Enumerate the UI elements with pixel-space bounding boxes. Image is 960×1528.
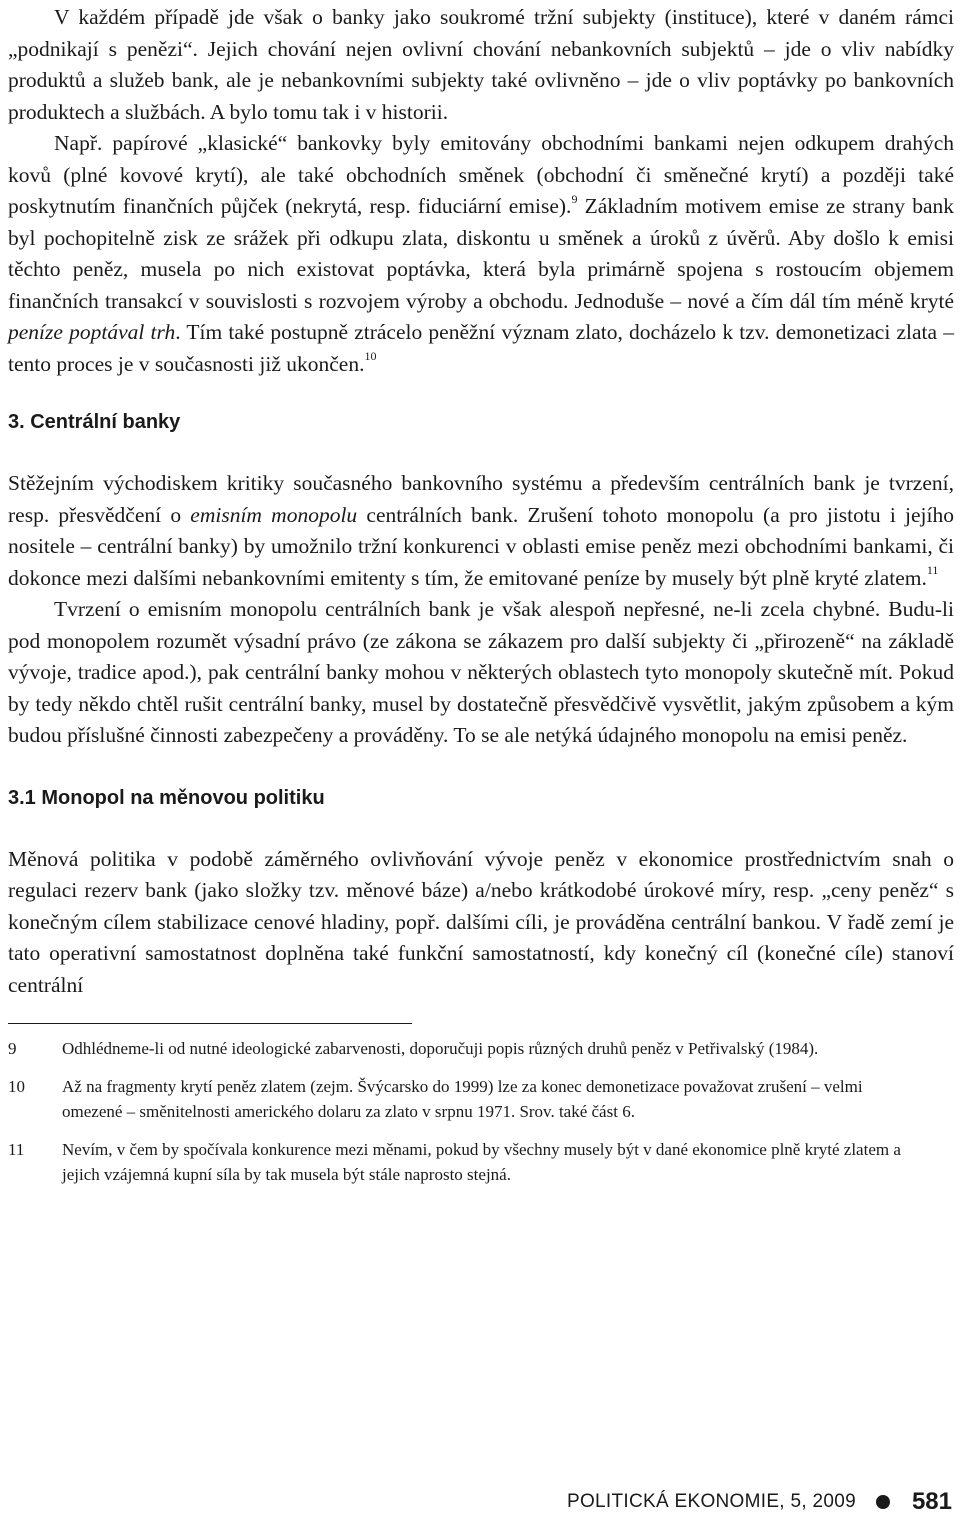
paragraph: [8, 468, 954, 594]
section-intro: [8, 0, 954, 380]
paragraph: [8, 2, 954, 128]
page-number: 581: [911, 1488, 952, 1515]
footnote: [8, 1074, 954, 1125]
paragraph: [8, 128, 954, 380]
footnotes: [8, 1036, 954, 1188]
paragraph-text: Stěžejním východiskem kritiky současného bankovního systému a především centrálních bank je tvrzení, resp. přesvědčení o: [8, 471, 954, 527]
bullet-dot-icon: [876, 1495, 890, 1509]
footnote-ref[interactable]: 10: [364, 349, 377, 364]
footnote-text: Až na fragmenty krytí peněz zlatem (zejm. Švýcarsko do 1999) lze za konec demonetizace považovat zrušení – velmi omezené – směnitelnosti amerického dolaru za zlato v srpnu 1971. Srov. také část 6.: [62, 1076, 863, 1121]
footnote-number: 9: [8, 1039, 17, 1058]
paragraph: [8, 844, 954, 1002]
paragraph-text: Např. papírové „klasické“ bankovky byly emitovány obchodními bankami nejen odkupem drahých kovů (plné kovové krytí), ale také obchodních směnek (obchodní či směnečné krytí) a později také poskytnutím finančních půjček (nekrytá, resp. fiduciární emise).: [8, 131, 954, 218]
paragraph-text: . Tím také postupně ztrácelo peněžní význam zlato, docházelo k tzv. demonetizaci zlata – tento proces je v současnosti již ukončen.: [8, 320, 954, 376]
subsection-heading: 3.1 Monopol na měnovou politiku: [8, 786, 325, 809]
footnote-ref[interactable]: 9: [571, 191, 578, 206]
journal-name: POLITICKÁ EKONOMIE, 5, 2009: [566, 1491, 856, 1512]
footnote-number: 11: [8, 1139, 25, 1159]
emphasis-text: peníze poptával trh: [8, 320, 176, 344]
body-text: [8, 0, 954, 1001]
emphasis-text: emisním monopolu: [190, 502, 358, 527]
paragraph-text: V každém případě jde však o banky jako soukromé tržní subjekty (instituce), které v daném rámci „podnikají s penězi“. Jejich chování nejen ovlivní chování nebankovních subjektů – jde o vliv nabídky produktů a služeb bank, ale je nebankovními subjekty také ovlivněno – jde o vliv poptávky po bankovních produktech a službách. A bylo tomu tak i v historii.: [8, 5, 954, 124]
footnote-text: Nevím, v čem by spočívala konkurence mezi měnami, pokud by všechny musely být v dané ekonomice plně kryté zlatem a jejich vzájemná kupní síla by tak musela být stále naprosto stejná.: [62, 1139, 901, 1184]
paragraph-text: centrálních bank. Zrušení tohoto monopolu (a pro jistotu i jejího nositele – centrální banky) by umožnilo tržní konkurenci v oblasti emise peněz mezi obchodními bankami, či dokonce mezi dalšími nebankovními emitenty s tím, že emitované peníze by musely být plně kryté zlatem.: [8, 502, 954, 590]
footnote: [8, 1137, 954, 1188]
section-heading: 3. Centrální banky: [8, 411, 181, 433]
page-footer: [0, 1488, 960, 1516]
footnote: [8, 1036, 954, 1062]
footnote-text: Odhlédneme-li od nutné ideologické zabarvenosti, doporučuji popis různých druhů peněz v Petřivalský (1984).: [62, 1039, 819, 1058]
footnote-number: 10: [8, 1076, 25, 1096]
paragraph-text: Tvrzení o emisním monopolu centrálních bank je však alespoň nepřesné, ne-li zcela chybné. Budu-li pod monopolem rozumět výsadní právo (ze zákona se zákazem pro další subjekty či „přirozeně“ na základě vývoje, tradice apod.), pak centrální banky mohou v některých oblastech tyto monopoly skutečně mít. Pokud by tedy někdo chtěl rušit centrální banky, musel by dostatečně přesvědčivě vysvětlit, jakým způsobem a kým budou příslušné činnosti zabezpečeny a prováděny. To se ale netýká údajného monopolu na emisi peněz.: [8, 597, 954, 747]
paragraph-text: Základním motivem emise ze strany bank byl pochopitelně zisk ze srážek při odkupu zlata, diskontu u směnek a úroků z úvěrů. Aby došlo k emisi těchto peněz, musela po nich existovat poptávka, která byla primárně spojena s rostoucím objemem finančních transakcí v souvislosti s rozvojem výroby a obchodu. Jednoduše – nové a čím dál tím méně kryté: [8, 194, 954, 313]
footnote-ref[interactable]: 11: [926, 563, 939, 578]
paragraph: [8, 594, 954, 752]
footnote-separator: [8, 1023, 412, 1024]
paragraph-text: Měnová politika v podobě záměrného ovlivňování vývoje peněz v ekonomice prostřednictvím snah o regulaci rezerv bank (jako složky tzv. měnové báze) a/nebo krátkodobé úrokové míry, resp. „ceny peněz“ s konečným cílem stabilizace cenové hladiny, popř. dalšími cíli, je prováděna centrální bankou. V řadě zemí je tato operativní samostatnost doplněna také funkční samostatností, kdy konečný cíl (konečné cíle) stanoví centrální: [8, 846, 954, 997]
